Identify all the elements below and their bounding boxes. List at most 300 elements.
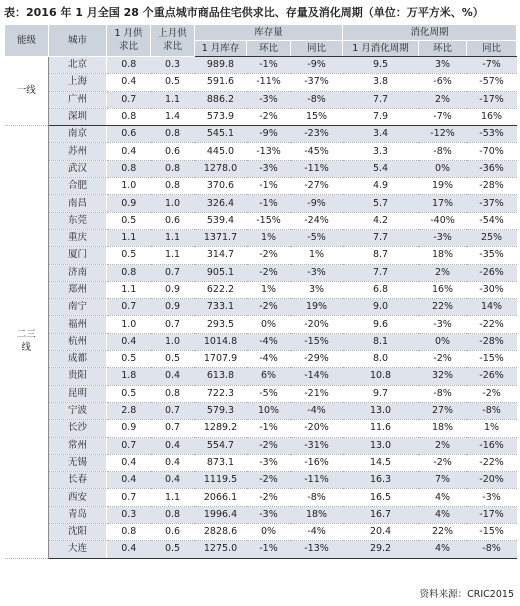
inv-mom-cell: -1% — [247, 57, 291, 74]
inv-yoy-cell: -3% — [291, 264, 343, 281]
city-cell: 苏州 — [49, 143, 107, 160]
cyc-mom-cell: 2% — [419, 91, 467, 108]
inv-jan-cell: 1289.2 — [195, 420, 247, 437]
city-cell: 深圳 — [49, 108, 107, 125]
cyc-mom-cell: -2% — [419, 454, 467, 471]
inv-yoy-cell: -27% — [291, 178, 343, 195]
inv-jan-cell: 873.1 — [195, 454, 247, 471]
cyc-jan-cell: 9.5 — [343, 57, 419, 74]
inv-jan-cell: 591.6 — [195, 74, 247, 91]
cyc-jan-cell: 4.9 — [343, 178, 419, 195]
city-cell: 广州 — [49, 91, 107, 108]
table-row — [5, 351, 517, 368]
city-cell: 重庆 — [49, 229, 107, 246]
table-row — [5, 506, 517, 523]
jan-ratio-cell: 1.0 — [107, 316, 151, 333]
prev-ratio-cell: 0.3 — [151, 57, 195, 74]
inv-yoy-cell: -15% — [291, 333, 343, 350]
cyc-mom-cell: 22% — [419, 524, 467, 541]
jan-ratio-cell: 0.4 — [107, 143, 151, 160]
cyc-mom-cell: -12% — [419, 126, 467, 143]
table-row — [5, 108, 517, 125]
inv-yoy-cell: -31% — [291, 437, 343, 454]
inv-mom-cell: 1% — [247, 281, 291, 298]
inv-yoy-cell: -4% — [291, 524, 343, 541]
jan-ratio-cell: 0.7 — [107, 437, 151, 454]
prev-ratio-cell: 0.8 — [151, 506, 195, 523]
inv-mom-cell: -1% — [247, 178, 291, 195]
prev-ratio-cell: 1.1 — [151, 489, 195, 506]
cyc-mom-cell: -8% — [419, 385, 467, 402]
jan-ratio-cell: 0.4 — [107, 333, 151, 350]
inv-mom-cell: -3% — [247, 160, 291, 177]
cyc-yoy-cell: -36% — [467, 160, 517, 177]
inv-mom-cell: -3% — [247, 506, 291, 523]
table-row — [5, 541, 517, 558]
city-cell: 贵阳 — [49, 368, 107, 385]
table-row — [5, 281, 517, 298]
tier-label: 二三线 — [16, 329, 36, 354]
jan-ratio-cell: 0.4 — [107, 74, 151, 91]
inv-yoy-cell: -9% — [291, 195, 343, 212]
inv-jan-cell: 1014.8 — [195, 333, 247, 350]
jan-ratio-cell: 0.8 — [107, 524, 151, 541]
prev-ratio-cell: 1.1 — [151, 229, 195, 246]
inv-mom-cell: -2% — [247, 264, 291, 281]
table-row — [5, 229, 517, 246]
tier-cell — [5, 126, 49, 558]
inv-mom-cell: -9% — [247, 126, 291, 143]
cyc-mom-cell: -2% — [419, 351, 467, 368]
cyc-yoy-cell: -16% — [467, 437, 517, 454]
inv-mom-cell: -2% — [247, 108, 291, 125]
table-row — [5, 264, 517, 281]
cyc-jan-cell: 7.7 — [343, 229, 419, 246]
prev-ratio-cell: 0.8 — [151, 385, 195, 402]
cyc-yoy-cell: -53% — [467, 126, 517, 143]
city-cell: 福州 — [49, 316, 107, 333]
cyc-jan-cell: 7.7 — [343, 264, 419, 281]
header-inv-jan: 1 月库存 — [195, 41, 247, 57]
cyc-yoy-cell: -70% — [467, 143, 517, 160]
prev-ratio-cell: 0.4 — [151, 454, 195, 471]
prev-ratio-cell: 0.4 — [151, 368, 195, 385]
table-row — [5, 489, 517, 506]
cyc-yoy-cell: -28% — [467, 178, 517, 195]
prev-ratio-cell: 0.7 — [151, 264, 195, 281]
inv-jan-cell: 613.8 — [195, 368, 247, 385]
cyc-yoy-cell: -22% — [467, 316, 517, 333]
table-row — [5, 385, 517, 402]
prev-ratio-cell: 0.5 — [151, 351, 195, 368]
city-cell: 杭州 — [49, 333, 107, 350]
cyc-mom-cell: 19% — [419, 178, 467, 195]
jan-ratio-cell: 0.7 — [107, 91, 151, 108]
jan-ratio-cell: 1.1 — [107, 229, 151, 246]
header-city: 城市 — [49, 25, 107, 57]
cyc-jan-cell: 11.6 — [343, 420, 419, 437]
table-row — [5, 524, 517, 541]
cyc-jan-cell: 20.4 — [343, 524, 419, 541]
cyc-yoy-cell: -15% — [467, 351, 517, 368]
cyc-yoy-cell: -30% — [467, 281, 517, 298]
header-jan-ratio: 1 月供求比 — [107, 25, 151, 57]
city-cell: 北京 — [49, 57, 107, 74]
jan-ratio-cell: 0.9 — [107, 195, 151, 212]
inv-yoy-cell: -5% — [291, 229, 343, 246]
inv-mom-cell: -1% — [247, 541, 291, 558]
inv-jan-cell: 733.1 — [195, 299, 247, 316]
inv-yoy-cell: -16% — [291, 454, 343, 471]
cyc-yoy-cell: 14% — [467, 299, 517, 316]
city-cell: 南宁 — [49, 299, 107, 316]
city-cell: 长沙 — [49, 420, 107, 437]
prev-ratio-cell: 0.6 — [151, 143, 195, 160]
cyc-mom-cell: 0% — [419, 333, 467, 350]
cyc-jan-cell: 14.5 — [343, 454, 419, 471]
inv-yoy-cell: -29% — [291, 351, 343, 368]
inv-jan-cell: 314.7 — [195, 247, 247, 264]
cyc-mom-cell: 4% — [419, 541, 467, 558]
city-cell: 上海 — [49, 74, 107, 91]
cyc-yoy-cell: -26% — [467, 264, 517, 281]
cyc-mom-cell: 17% — [419, 195, 467, 212]
inv-mom-cell: -5% — [247, 385, 291, 402]
cyc-mom-cell: 18% — [419, 247, 467, 264]
cyc-mom-cell: -3% — [419, 316, 467, 333]
inv-jan-cell: 1707.9 — [195, 351, 247, 368]
inv-jan-cell: 1371.7 — [195, 229, 247, 246]
prev-ratio-cell: 1.0 — [151, 333, 195, 350]
jan-ratio-cell: 1.8 — [107, 368, 151, 385]
inv-yoy-cell: -8% — [291, 91, 343, 108]
cyc-jan-cell: 8.0 — [343, 351, 419, 368]
inv-yoy-cell: -11% — [291, 160, 343, 177]
inv-mom-cell: -11% — [247, 74, 291, 91]
prev-ratio-cell: 0.4 — [151, 472, 195, 489]
jan-ratio-cell: 0.5 — [107, 212, 151, 229]
jan-ratio-cell: 0.9 — [107, 420, 151, 437]
table-row — [5, 143, 517, 160]
cyc-mom-cell: 7% — [419, 472, 467, 489]
inv-mom-cell: 0% — [247, 316, 291, 333]
inv-jan-cell: 370.6 — [195, 178, 247, 195]
inv-jan-cell: 905.1 — [195, 264, 247, 281]
inv-yoy-cell: -11% — [291, 472, 343, 489]
city-cell: 东莞 — [49, 212, 107, 229]
header-cyc-yoy: 同比 — [467, 41, 517, 57]
city-cell: 大连 — [49, 541, 107, 558]
inv-jan-cell: 579.3 — [195, 402, 247, 419]
inv-mom-cell: -13% — [247, 143, 291, 160]
cyc-jan-cell: 7.9 — [343, 108, 419, 125]
table-row — [5, 402, 517, 419]
cyc-yoy-cell: -37% — [467, 195, 517, 212]
jan-ratio-cell: 0.5 — [107, 351, 151, 368]
prev-ratio-cell: 0.8 — [151, 178, 195, 195]
cyc-yoy-cell: -2% — [467, 385, 517, 402]
inv-mom-cell: -2% — [247, 247, 291, 264]
table-body — [5, 57, 517, 559]
cyc-jan-cell: 3.8 — [343, 74, 419, 91]
cyc-mom-cell: -40% — [419, 212, 467, 229]
inv-mom-cell: -4% — [247, 333, 291, 350]
city-cell: 昆明 — [49, 385, 107, 402]
prev-ratio-cell: 0.6 — [151, 212, 195, 229]
table-row — [5, 420, 517, 437]
city-cell: 合肥 — [49, 178, 107, 195]
header-cyc-mom: 环比 — [419, 41, 467, 57]
header-prev-ratio: 上月供求比 — [151, 25, 195, 57]
city-cell: 常州 — [49, 437, 107, 454]
table-row — [5, 160, 517, 177]
city-cell: 青岛 — [49, 506, 107, 523]
tier-cell — [5, 57, 49, 126]
cyc-jan-cell: 8.7 — [343, 247, 419, 264]
inv-jan-cell: 2066.1 — [195, 489, 247, 506]
inv-yoy-cell: -20% — [291, 316, 343, 333]
city-cell: 武汉 — [49, 160, 107, 177]
cyc-mom-cell: 16% — [419, 281, 467, 298]
header-cyc-jan: 1 月消化周期 — [343, 41, 419, 57]
jan-ratio-cell: 0.7 — [107, 299, 151, 316]
prev-ratio-cell: 0.7 — [151, 402, 195, 419]
table-row — [5, 368, 517, 385]
city-cell: 南昌 — [49, 195, 107, 212]
inv-jan-cell: 554.7 — [195, 437, 247, 454]
inv-mom-cell: -3% — [247, 91, 291, 108]
cyc-yoy-cell: -15% — [467, 524, 517, 541]
header-cycle-group: 消化周期 — [343, 25, 517, 41]
table-row — [5, 91, 517, 108]
jan-ratio-cell: 0.8 — [107, 108, 151, 125]
inv-jan-cell: 2828.6 — [195, 524, 247, 541]
prev-ratio-cell: 1.1 — [151, 247, 195, 264]
inv-jan-cell: 1275.0 — [195, 541, 247, 558]
header-inventory-group: 库存量 — [195, 25, 343, 41]
prev-ratio-cell: 0.8 — [151, 160, 195, 177]
inv-yoy-cell: 15% — [291, 108, 343, 125]
city-cell: 厦门 — [49, 247, 107, 264]
jan-ratio-cell: 0.8 — [107, 264, 151, 281]
jan-ratio-cell: 0.7 — [107, 489, 151, 506]
cyc-yoy-cell: -17% — [467, 91, 517, 108]
table-row — [5, 74, 517, 91]
prev-ratio-cell: 0.9 — [151, 299, 195, 316]
inv-yoy-cell: 3% — [291, 281, 343, 298]
inv-yoy-cell: -24% — [291, 212, 343, 229]
cyc-mom-cell: -7% — [419, 108, 467, 125]
inv-jan-cell: 326.4 — [195, 195, 247, 212]
inv-yoy-cell: 1% — [291, 247, 343, 264]
cyc-jan-cell: 7.7 — [343, 91, 419, 108]
cyc-jan-cell: 16.5 — [343, 489, 419, 506]
cyc-jan-cell: 3.3 — [343, 143, 419, 160]
inv-jan-cell: 445.0 — [195, 143, 247, 160]
cyc-mom-cell: 32% — [419, 368, 467, 385]
table-row — [5, 247, 517, 264]
source-note: 资料来源：CRIC2015 — [419, 589, 514, 600]
jan-ratio-cell: 0.4 — [107, 472, 151, 489]
cyc-jan-cell: 13.0 — [343, 402, 419, 419]
jan-ratio-cell: 0.3 — [107, 506, 151, 523]
jan-ratio-cell: 1.1 — [107, 281, 151, 298]
inv-jan-cell: 1119.5 — [195, 472, 247, 489]
cyc-yoy-cell: 16% — [467, 108, 517, 125]
jan-ratio-cell: 0.8 — [107, 57, 151, 74]
inv-mom-cell: -2% — [247, 489, 291, 506]
inv-mom-cell: -4% — [247, 351, 291, 368]
jan-ratio-cell: 1.0 — [107, 178, 151, 195]
inv-jan-cell: 539.4 — [195, 212, 247, 229]
table-row — [5, 454, 517, 471]
inv-yoy-cell: -45% — [291, 143, 343, 160]
cyc-jan-cell: 29.2 — [343, 541, 419, 558]
prev-ratio-cell: 0.9 — [151, 281, 195, 298]
cyc-yoy-cell: -57% — [467, 74, 517, 91]
inv-mom-cell: 0% — [247, 524, 291, 541]
inv-jan-cell: 886.2 — [195, 91, 247, 108]
prev-ratio-cell: 0.5 — [151, 74, 195, 91]
inv-jan-cell: 573.9 — [195, 108, 247, 125]
cyc-jan-cell: 6.8 — [343, 281, 419, 298]
jan-ratio-cell: 0.8 — [107, 160, 151, 177]
prev-ratio-cell: 1.0 — [151, 195, 195, 212]
inv-mom-cell: -1% — [247, 195, 291, 212]
table-row — [5, 437, 517, 454]
inv-yoy-cell: -23% — [291, 126, 343, 143]
cyc-mom-cell: -6% — [419, 74, 467, 91]
cyc-yoy-cell: -28% — [467, 333, 517, 350]
prev-ratio-cell: 0.8 — [151, 126, 195, 143]
inv-yoy-cell: -4% — [291, 402, 343, 419]
prev-ratio-cell: 0.7 — [151, 316, 195, 333]
jan-ratio-cell: 0.5 — [107, 247, 151, 264]
cyc-jan-cell: 5.7 — [343, 195, 419, 212]
cyc-mom-cell: 3% — [419, 57, 467, 74]
cyc-yoy-cell: -8% — [467, 402, 517, 419]
header-tier: 能级 — [5, 25, 49, 57]
inv-mom-cell: 6% — [247, 368, 291, 385]
inv-yoy-cell: -21% — [291, 385, 343, 402]
inv-yoy-cell: 18% — [291, 506, 343, 523]
city-cell: 西安 — [49, 489, 107, 506]
inv-mom-cell: 10% — [247, 402, 291, 419]
prev-ratio-cell: 1.1 — [151, 91, 195, 108]
cyc-mom-cell: 0% — [419, 160, 467, 177]
inv-mom-cell: -2% — [247, 299, 291, 316]
inv-mom-cell: -3% — [247, 454, 291, 471]
jan-ratio-cell: 0.4 — [107, 454, 151, 471]
prev-ratio-cell: 0.6 — [151, 524, 195, 541]
inv-yoy-cell: 19% — [291, 299, 343, 316]
table-row — [5, 126, 517, 143]
cyc-jan-cell: 10.8 — [343, 368, 419, 385]
cyc-yoy-cell: 1% — [467, 420, 517, 437]
header-inv-yoy: 同比 — [291, 41, 343, 57]
table-row — [5, 316, 517, 333]
cyc-yoy-cell: -20% — [467, 472, 517, 489]
inv-jan-cell: 989.8 — [195, 57, 247, 74]
jan-ratio-cell: 0.4 — [107, 541, 151, 558]
inv-yoy-cell: -20% — [291, 420, 343, 437]
cyc-jan-cell: 9.0 — [343, 299, 419, 316]
city-cell: 成都 — [49, 351, 107, 368]
cyc-yoy-cell: -8% — [467, 541, 517, 558]
cyc-jan-cell: 5.4 — [343, 160, 419, 177]
cyc-yoy-cell: -54% — [467, 212, 517, 229]
inv-mom-cell: -2% — [247, 437, 291, 454]
inv-jan-cell: 1278.0 — [195, 160, 247, 177]
inv-jan-cell: 722.3 — [195, 385, 247, 402]
table-row — [5, 333, 517, 350]
inv-yoy-cell: -8% — [291, 489, 343, 506]
prev-ratio-cell: 0.5 — [151, 541, 195, 558]
cyc-jan-cell: 8.1 — [343, 333, 419, 350]
city-cell: 南京 — [49, 126, 107, 143]
jan-ratio-cell: 0.5 — [107, 385, 151, 402]
city-cell: 宁波 — [49, 402, 107, 419]
inv-mom-cell: -15% — [247, 212, 291, 229]
cyc-yoy-cell: 25% — [467, 229, 517, 246]
inv-yoy-cell: -13% — [291, 541, 343, 558]
cyc-mom-cell: 27% — [419, 402, 467, 419]
jan-ratio-cell: 2.8 — [107, 402, 151, 419]
data-table — [4, 24, 517, 559]
inv-jan-cell: 622.2 — [195, 281, 247, 298]
cyc-jan-cell: 16.7 — [343, 506, 419, 523]
header-inv-mom: 环比 — [247, 41, 291, 57]
cyc-mom-cell: 4% — [419, 489, 467, 506]
prev-ratio-cell: 1.4 — [151, 108, 195, 125]
cyc-mom-cell: 18% — [419, 420, 467, 437]
cyc-jan-cell: 3.4 — [343, 126, 419, 143]
cyc-yoy-cell: -17% — [467, 506, 517, 523]
table-row — [5, 57, 517, 74]
inv-mom-cell: -2% — [247, 472, 291, 489]
city-cell: 长春 — [49, 472, 107, 489]
cyc-jan-cell: 13.0 — [343, 437, 419, 454]
city-cell: 济南 — [49, 264, 107, 281]
inv-yoy-cell: -9% — [291, 57, 343, 74]
cyc-yoy-cell: -7% — [467, 57, 517, 74]
table-row — [5, 178, 517, 195]
tier-label: 一线 — [16, 85, 36, 97]
inv-yoy-cell: -37% — [291, 74, 343, 91]
cyc-mom-cell: -3% — [419, 229, 467, 246]
city-cell: 沈阳 — [49, 524, 107, 541]
cyc-yoy-cell: -22% — [467, 454, 517, 471]
inv-jan-cell: 293.5 — [195, 316, 247, 333]
table-row — [5, 472, 517, 489]
cyc-mom-cell: -8% — [419, 143, 467, 160]
prev-ratio-cell: 0.7 — [151, 420, 195, 437]
cyc-yoy-cell: -35% — [467, 247, 517, 264]
table-row — [5, 299, 517, 316]
cyc-yoy-cell: -26% — [467, 368, 517, 385]
city-cell: 郑州 — [49, 281, 107, 298]
cyc-mom-cell: 4% — [419, 506, 467, 523]
table-title: 表：2016 年 1 月全国 28 个重点城市商品住宅供求比、存量及消化周期（单位：万平方米、%） — [4, 6, 484, 19]
table-header — [5, 25, 517, 57]
inv-mom-cell: 1% — [247, 229, 291, 246]
table-row — [5, 212, 517, 229]
inv-jan-cell: 545.1 — [195, 126, 247, 143]
cyc-mom-cell: 2% — [419, 264, 467, 281]
cyc-jan-cell: 9.7 — [343, 385, 419, 402]
cyc-jan-cell: 4.2 — [343, 212, 419, 229]
city-cell: 无锡 — [49, 454, 107, 471]
